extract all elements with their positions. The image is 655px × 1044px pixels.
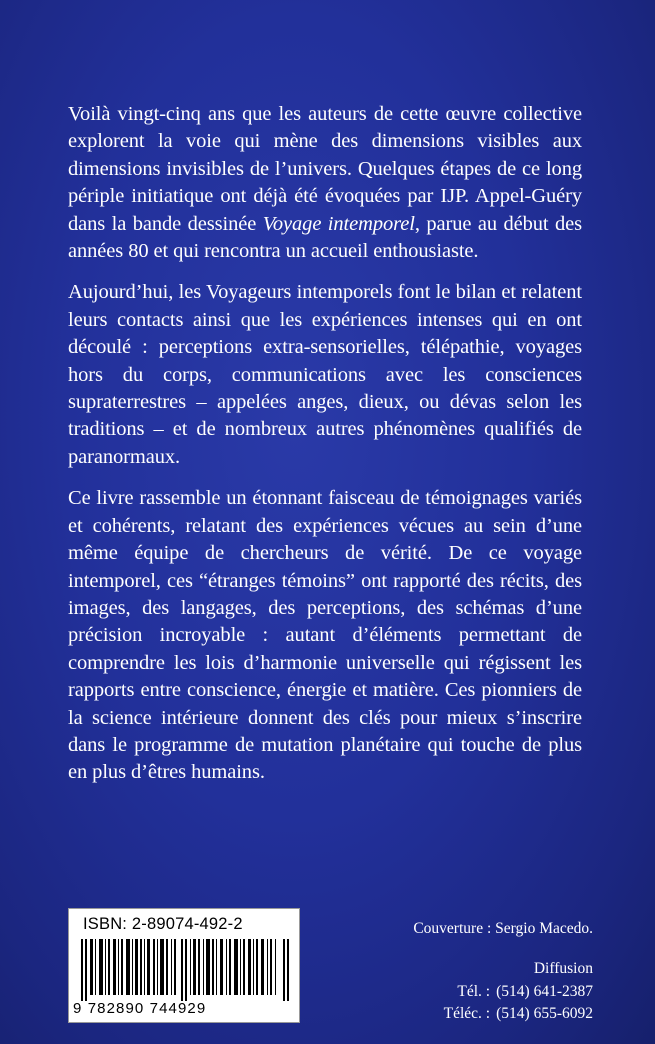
phone-row [413,981,593,1003]
back-cover-blurb [68,101,582,801]
diffusion-label: Diffusion [533,960,593,977]
blurb-p1-text-end: , parue au début des années 80 et qui rencontra un accueil enthousiaste. [68,212,582,263]
barcode-digits: 9 782890 744929 [73,1000,207,1017]
isbn-barcode-box [68,908,300,1023]
publisher-credits [413,918,593,1025]
phone-label: Tél. : [457,983,491,1000]
barcode-icon [81,939,289,1001]
blurb-paragraph-1 [68,101,582,265]
blurb-p1-text-start: Voilà vingt-cinq ans que les auteurs de cette œuvre collective explorent la voie qui mène des dimensions visibles aux dimensions invisibles de l’univers. Quelques étapes de ce long périple initiatique ont déjà été évoquées par IJP. Appel-Guéry dans la bande dessinée [68,103,582,235]
blurb-book-title: Voyage intemporel [262,212,415,235]
cover-artist-credit: Couverture : Sergio Macedo. [413,920,593,937]
fax-row [413,1003,593,1025]
fax-number: (514) 655-6092 [496,1005,593,1022]
fax-label: Téléc. : [443,1005,491,1022]
phone-number: (514) 641-2387 [496,983,593,1000]
isbn-label: ISBN: 2-89074-492-2 [83,915,243,933]
blurb-paragraph-2: Aujourd’hui, les Voyageurs intemporels font le bilan et relatent leurs contacts ainsi que les expériences intenses qui en ont découlé : perceptions extra-sensorielles, télépathie, voyages hors du corps, communications avec les consciences supraterrestres – appelées anges, dieux, ou dévas selon les traditions – et de nombreux autres phénomènes qualifiés de paranormaux. [68,281,582,468]
blurb-paragraph-3: Ce livre rassemble un étonnant faisceau de témoignages variés et cohérents, relatant des expériences vécues au sein d’une même équipe de chercheurs de vérité. De ce voyage intemporel, ces “étranges témoins” ont rapporté des récits, des images, des langages, des perceptions, des schémas d’une précision incroyable : autant d’éléments permettant de comprendre les lois d’harmonie universelle qui régissent les rapports entre conscience, énergie et matière. Ces pionniers de la science intérieure donnent des clés pour mieux s’inscrire dans le programme de mutation planétaire qui touche de plus en plus d’êtres humains. [68,487,582,784]
